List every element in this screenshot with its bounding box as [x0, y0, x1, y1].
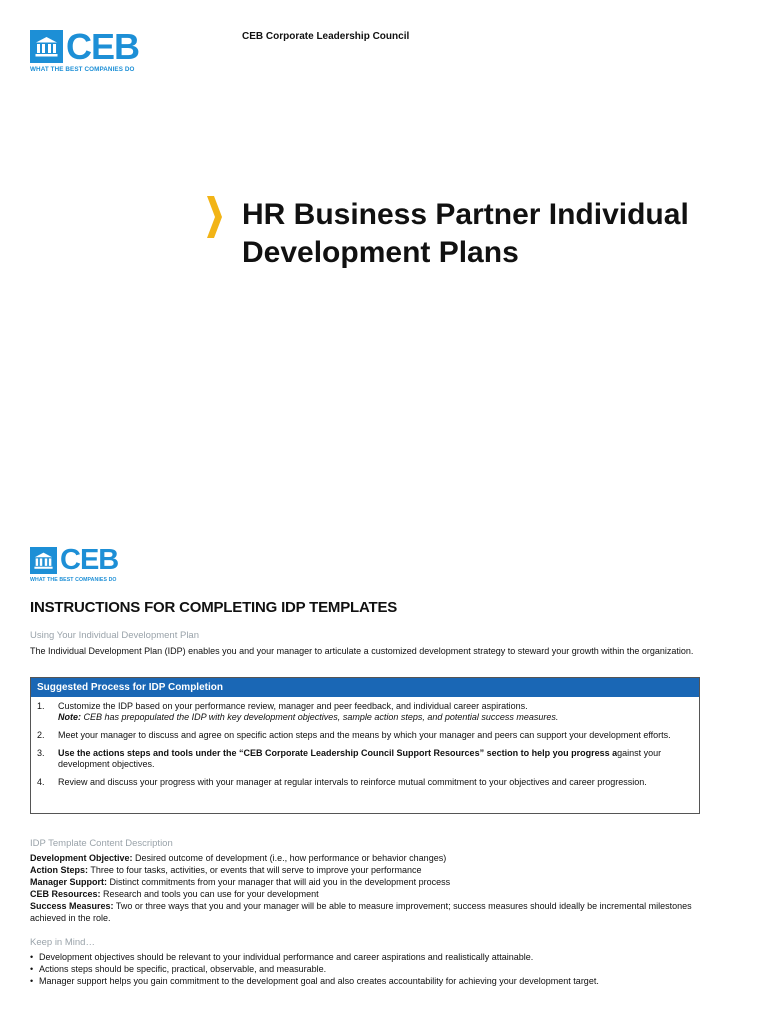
content-description-heading: IDP Template Content Description: [30, 838, 173, 849]
process-step: 2. Meet your manager to discuss and agree on specific action steps and the means by which your manager and peers can support your development efforts.: [37, 730, 671, 740]
list-item: • Development objectives should be relevant to your individual performance and career aspirations and realistically attainable.: [30, 952, 534, 962]
logo-tagline: WHAT THE BEST COMPANIES DO: [30, 66, 135, 73]
description-item: Action Steps: Three to four tasks, activities, or events that will serve to improve your performance: [30, 865, 422, 875]
logo-wordmark: CEB: [66, 26, 140, 67]
step-note: Note: CEB has prepopulated the IDP with key development objectives, sample action steps, and potential success measures.: [58, 712, 559, 722]
process-step: 1. Customize the IDP based on your performance review, manager and peer feedback, and individual career aspirations. Note: CEB has prepopulated the IDP with key development objectives, sample action steps, and potential success measures.: [37, 701, 691, 723]
logo-wordmark: CEB: [60, 544, 119, 576]
suggested-process-box: [30, 677, 700, 814]
bullet-icon: •: [30, 976, 34, 986]
ceb-logo-small: [30, 544, 119, 583]
building-icon: [30, 30, 63, 63]
keep-in-mind-list: [30, 951, 710, 987]
instructions-heading: INSTRUCTIONS FOR COMPLETING IDP TEMPLATES: [30, 599, 398, 616]
building-icon: [30, 547, 57, 574]
chevron-icon: [205, 195, 223, 239]
process-header: Suggested Process for IDP Completion: [31, 678, 699, 697]
list-item: • Actions steps should be specific, practical, observable, and measurable.: [30, 964, 327, 974]
document-title: [242, 196, 742, 272]
description-item: Development Objective: Desired outcome of development (i.e., how performance or behavior changes): [30, 853, 447, 863]
description-item: CEB Resources: Research and tools you can use for your development: [30, 889, 319, 899]
logo-tagline: WHAT THE BEST COMPANIES DO: [30, 577, 117, 583]
process-step: 3. Use the actions steps and tools under the “CEB Corporate Leadership Council Support Resources” section to help you progress against your development objectives.: [37, 748, 662, 769]
intro-paragraph: The Individual Development Plan (IDP) enables you and your manager to articulate a customized development strategy to steward your growth within the organization.: [30, 646, 694, 656]
process-step: 4. Review and discuss your progress with your manager at regular intervals to reinforce mutual commitment to your objectives and career progression.: [37, 777, 647, 787]
bullet-icon: •: [30, 964, 34, 974]
council-name: CEB Corporate Leadership Council: [242, 31, 410, 42]
list-item: • Manager support helps you gain commitment to the development goal and also creates accountability for achieving your development target.: [30, 976, 599, 986]
content-description: [30, 852, 700, 924]
ceb-logo: [30, 26, 140, 73]
using-idp-heading: Using Your Individual Development Plan: [30, 630, 199, 641]
bullet-icon: •: [30, 952, 34, 962]
process-steps: [31, 697, 699, 788]
description-item: Success Measures: Two or three ways that you and your manager will be able to measure improvement; success measures should ideally be incremental milestones achieved in the role.: [30, 901, 692, 923]
title-line-1: HR Business Partner Individual: [242, 198, 689, 231]
keep-in-mind-heading: Keep in Mind…: [30, 937, 95, 948]
title-line-2: Development Plans: [242, 236, 519, 269]
description-item: Manager Support: Distinct commitments from your manager that will aid you in the development process: [30, 877, 451, 887]
